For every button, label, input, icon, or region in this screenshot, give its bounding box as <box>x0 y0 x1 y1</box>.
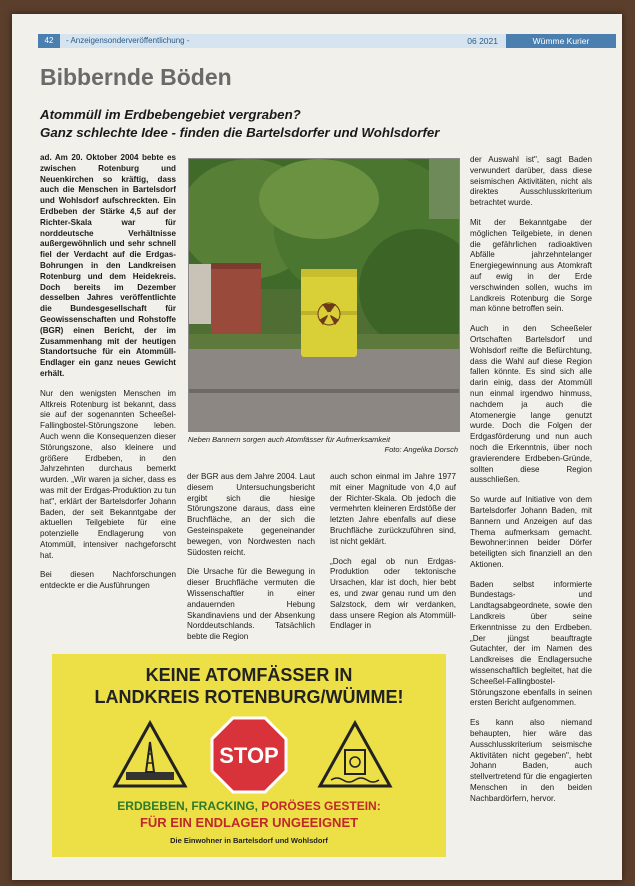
paragraph: „Doch egal ob nun Erdgas-Produktion oder tektonische Ursachen, klar ist doch, hier bebt es, und zwar genau rund um den Salzstock, dem wir verdanken, dass unsere Region als Atommüll-Endlager in <box>330 556 456 631</box>
page-number: 42 <box>38 34 60 48</box>
paragraph: der Auswahl ist", sagt Baden verwundert darüber, dass diese seismischen Aktivitäten, nicht als direktes Ausschlusskriterium betrachtet wurde. <box>470 155 592 208</box>
newspaper-page <box>12 14 622 880</box>
paragraph: Nur den wenigsten Menschen im Altkreis Rotenburg ist bekannt, dass sie auf der sogenannten Scheeßel-Fallingbostel-Störungszone leben. Auch wenn die Konsequenzen dieser Störungszone, also kleinere und größere Erdbeben, in den Jahrzehnten durchaus bemerkt wurden. „Wir waren ja sicher, dass es was mit der Erdgas-Produktion zu tun hat", erklärt der Bartelsdorfer Johann Baden, der seit Bekanntgabe der aktuellen Teilgebiete für eine potenzielle Endlagerung von Atommüll, intensiver nachgeforscht hat. <box>40 388 176 560</box>
page-header <box>38 34 616 48</box>
column-4 <box>470 155 592 814</box>
paragraph: der BGR aus dem Jahre 2004. Laut diesem Untersuchungsbericht ergibt sich die hiesige Störungszone daraus, dass eine Bruchfläche, an der sich die Gesteinspakete gegeneinander bewegen, von Nordwesten nach Südosten reicht. <box>187 472 315 557</box>
hazard-earthquake: ERDBEBEN, <box>117 799 188 813</box>
article-photo <box>188 158 460 432</box>
photo-credit: Foto: Angelika Dorsch <box>384 445 458 454</box>
article-lead: ad. Am 20. Oktober 2004 bebte es zwischen Rotenburg und Neuenkirchen so kräftig, dass auch die Menschen in Bartelsdorf und Wohlsdorf aufschreckten. Ein Erdbeben der Stärke 4,5 auf der Richter-Skala war für norddeutsche Verhältnisse außergewöhnlich und sehr schnell fiel der Verdacht auf die Erdgas-Bohrungen in den Landkreisen Rotenburg und dem Heidekreis. Doch bereits im Dezember desselben Jahres veröffentlichte die Bundesgesellschaft für Geowissenschaften und Rohstoffe (BGR) einen Bericht, der im Zusammenhang mit der heutigen Standortsuche für ein Atommüll-Endlager ein ganz neues Gewicht erhält. <box>40 153 176 378</box>
paragraph: Auch in den Scheeßeler Ortschaften Bartelsdorf und Wohlsdorf reifte die Befürchtung, dass die Wahl auf diese Region fallen könnte. Es sind sich alle darin einig, dass der Atommüll nun einmal irgendwo hinmuss, nachdem ja auch die Atomenergie lange genutzt wurde. Doch die Folgen der Erdgasförderung und nun auch noch die Erkenntnis, über noch gravierendere Erdbeben-Gründe, sollten diese Region ausschließen. <box>470 324 592 485</box>
paper-name: Wümme Kurier <box>506 34 616 48</box>
paragraph: Mit der Bekanntgabe der möglichen Teilgebiete, in denen die gefährlichen radioaktiven Abfälle jahrzehntelanger Energiegewinnung aus Atomkraft auf ewig in der Erde verschwinden sollen, wuchs im Landkreis Rotenburg die Sorge man könne betroffen sein. <box>470 217 592 314</box>
nuclear-waste-warning-icon <box>317 720 393 790</box>
stop-sign-label: STOP <box>219 743 279 768</box>
photo-caption <box>188 435 458 455</box>
paragraph: Baden selbst informierte Bundestags- und Landtagsabgeordnete, sowie den Landkreis über seine Erkenntnisse zu den Erdbeben. „Der jüngst beauftragte Gutachter, der im Namen des Landkreises die Endlagersuche wissenschaftlich begleitet, hat die Scheeßel-Fallingbostel-Störungszone ebenfalls in seinen ersten Bericht aufgenommen. <box>470 579 592 708</box>
banner-warning: FÜR EIN ENDLAGER UNGEEIGNET <box>139 815 359 830</box>
paragraph: auch schon einmal im Jahre 1977 mit einer Magnitude von 4,0 auf der Richter-Skala. Ob jedoch die vermehrten kleineren Erdstöße der letzten Jahre ebenfalls auf diese Bruchfläche zurückzuführen sind, ist nicht geklärt. <box>330 472 456 546</box>
subtitle-line-1: Atommüll im Erdbebengebiet vergraben? <box>40 107 301 122</box>
article-subtitle <box>40 106 600 142</box>
paragraph: Die Ursache für die Bewegung in dieser Bruchfläche vermuten die Wissenschaftler in einer andauernden Hebung Skandinaviens und der Absenkung Norddeutschlands. Tatsächlich bebte die Region <box>187 567 315 642</box>
banner-signature: Die Einwohner in Bartelsdorf und Wohlsdorf <box>170 836 328 845</box>
column-1 <box>40 153 176 601</box>
issue-date: 06 2021 <box>467 36 498 46</box>
drilling-rig-warning-icon <box>112 720 188 790</box>
article-title: Bibbernde Böden <box>40 64 232 90</box>
banner-headline-1: KEINE ATOMFÄSSER IN <box>145 665 353 685</box>
barrel-photo-illustration <box>189 159 459 431</box>
paragraph: Bei diesen Nachforschungen entdeckte er die Ausführungen <box>40 570 176 591</box>
subtitle-line-2: Ganz schlechte Idee - finden die Bartelsdorfer und Wohlsdorfer <box>40 125 440 140</box>
banner-headline-2: LANDKREIS ROTENBURG/WÜMME! <box>94 687 404 707</box>
paragraph: So wurde auf Initiative von dem Bartelsdorfer Johann Baden, mit Bannern und Anzeigen auf das Thema aufmerksam gemacht. Bewohner:innen beider Dörfer beteiligten sich finanziell an den Aktionen. <box>470 495 592 569</box>
hazard-fracking: FRACKING, <box>191 799 258 813</box>
paragraph: Es kann also niemand behaupten, hier wäre das Ausschlusskriterium seismische Aktivitäten nicht gegeben", hebt Johann Baden, auch stellvertretend für die engagierten Menschen in den beiden Nachbardörfern, hervor. <box>470 718 592 803</box>
column-3 <box>330 472 456 641</box>
caption-text: Neben Bannern sorgen auch Atomfässer für Aufmerksamkeit <box>188 435 391 444</box>
hazard-porous-rock: PORÖSES GESTEIN: <box>261 799 381 813</box>
section-label: - Anzeigensonderveröffentlichung - <box>66 36 190 45</box>
column-2 <box>187 472 315 652</box>
banner-hazard-list <box>52 798 446 814</box>
stop-sign-icon <box>209 715 289 795</box>
protest-banner <box>52 654 446 857</box>
